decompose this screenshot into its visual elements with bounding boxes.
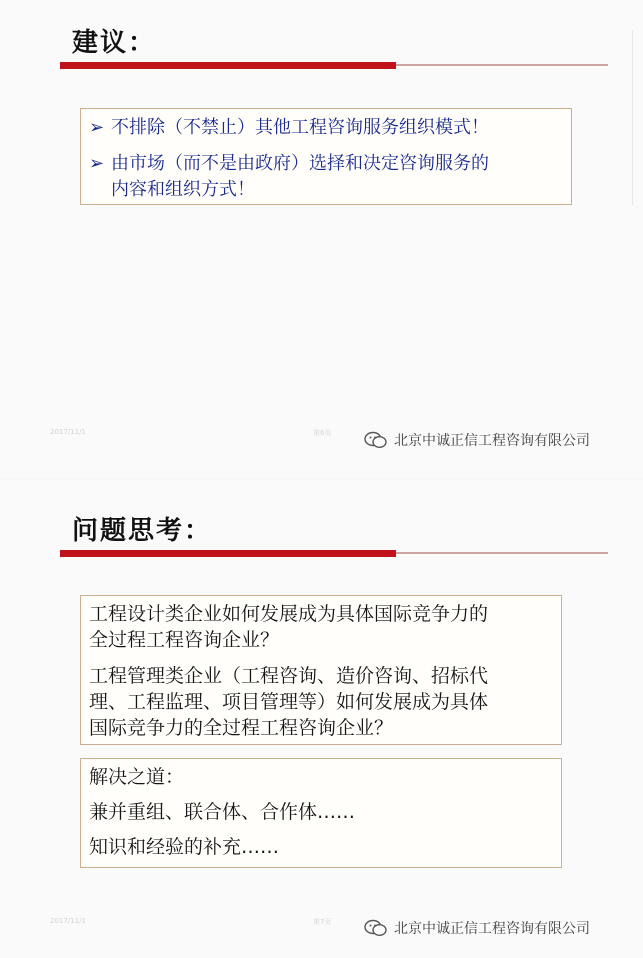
footer-page: 第7页 (313, 918, 332, 926)
footer-date: 2017/11/1 (50, 428, 86, 436)
footer-page: 第6页 (313, 429, 332, 437)
title-underline-red (60, 550, 396, 557)
question-line: 理、工程监理、项目管理等）如何发展成为具体 (89, 691, 489, 713)
bullet-text: 由市场（而不是由政府）选择和决定咨询服务的 (111, 153, 489, 174)
recommendation-box (80, 108, 572, 205)
question-box (80, 595, 562, 745)
slide-recommendation (0, 0, 643, 478)
question-line: 国际竞争力的全过程工程咨询企业？ (89, 717, 394, 739)
bullet-text: 不排除（不禁止）其他工程咨询服务组织模式！ (111, 117, 489, 138)
arrow-bullet-icon: ➢ (89, 117, 105, 138)
wechat-icon (364, 431, 388, 449)
watermark (364, 430, 590, 450)
question-line: 全过程工程咨询企业？ (89, 629, 280, 651)
solution-heading: 解决之道： (89, 766, 185, 788)
solution-box (80, 758, 562, 868)
bullet-text-continuation: 内容和组织方式！ (111, 179, 255, 200)
slide-questions (0, 480, 643, 958)
watermark-text: 北京中诚正信工程咨询有限公司 (394, 433, 590, 449)
title-underline-thin (396, 64, 608, 66)
question-line: 工程管理类企业（工程咨询、造价咨询、招标代 (89, 665, 489, 687)
title-underline-thin (396, 552, 608, 554)
solution-line: 兼并重组、联合体、合作体…… (89, 801, 356, 823)
title-underline-red (60, 62, 396, 69)
slide-title: 问题思考： (72, 516, 213, 546)
solution-line: 知识和经验的补充…… (89, 836, 280, 858)
bullet-item (89, 115, 489, 141)
wechat-icon (364, 919, 388, 937)
watermark (364, 918, 590, 938)
footer-date: 2017/11/1 (50, 917, 86, 925)
question-line: 工程设计类企业如何发展成为具体国际竞争力的 (89, 603, 489, 625)
watermark-text: 北京中诚正信工程咨询有限公司 (394, 921, 590, 937)
slide-edge-divider (632, 30, 643, 205)
slide-title: 建议： (72, 28, 157, 58)
arrow-bullet-icon: ➢ (89, 153, 105, 174)
bullet-item (89, 151, 489, 177)
